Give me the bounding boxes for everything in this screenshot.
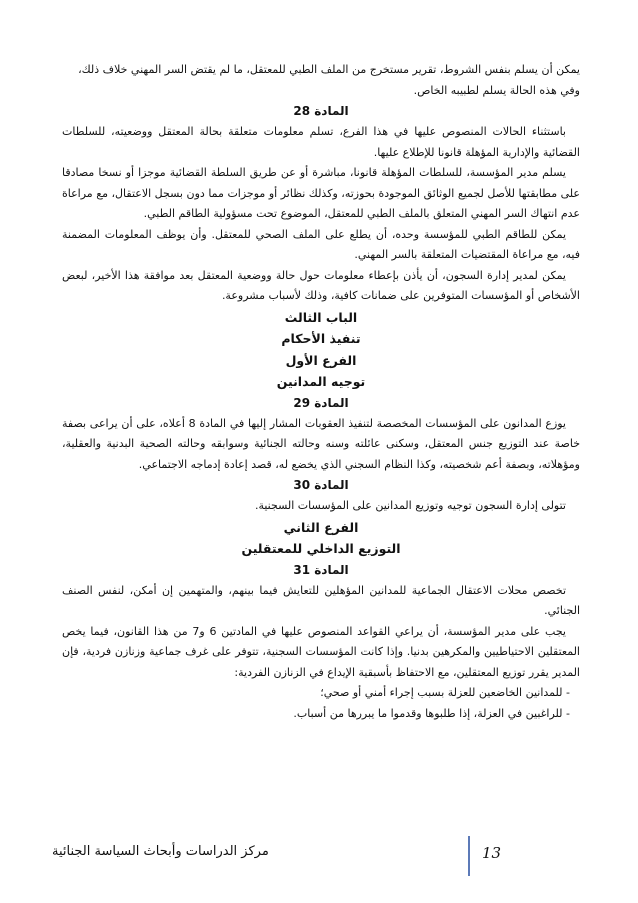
paragraph: يسلم مدير المؤسسة، للسلطات المؤهلة قانونا، مباشرة أو عن طريق السلطة القضائية موجزا أو نسخا مصادقا على مطابقتها للأصل لجميع الوثائق الموجودة بحوزته، وكذلك نظائر أو موجزات مما دون بسجل الاعتقال، مع مراعاة عدم انتهاك السر المهني المتعلق بالملف الطبي للمعتقل، الموضوع تحت مسؤولية الطاقم الطبي. [62, 166, 580, 220]
paragraph: يمكن أن يسلم بنفس الشروط، تقرير مستخرج من الملف الطبي للمعتقل، ما لم يقتض السر المهني خلاف ذلك، وفي هذه الحالة يسلم لطبيبه الخاص. [78, 63, 580, 97]
branch-heading: الفرع الأول [285, 352, 357, 368]
branch-2-heading: الفرع الثاني [283, 519, 359, 535]
paragraph: يمكن لمدير إدارة السجون، أن يأذن بإعطاء معلومات حول حالة ووضعية المعتقل بعد موافقة هذا الأخير، لبعض الأشخاص أو المؤسسات المتوفرين على ضمانات كافية، وذلك لأسباب مشروعة. [62, 268, 580, 302]
paragraph: تتولى إدارة السجون توجيه وتوزيع المدانين على المؤسسات السجنية. [254, 499, 566, 512]
article-30-title: المادة 30 [293, 478, 349, 492]
list-item: - للمدانين الخاضعين للعزلة بسبب إجراء أمني أو صحي؛ [320, 686, 570, 699]
part-heading: الباب الثالث [284, 309, 358, 325]
document-page [62, 60, 580, 724]
paragraph: تخصص محلات الاعتقال الجماعية للمدانين المؤهلين للتعايش فيما بينهم، والمتهمين إن أمكن، لنفس الصنف الجنائي. [62, 583, 580, 617]
page-number: 13 [482, 844, 502, 862]
article-31-title: المادة 31 [293, 562, 349, 577]
part-title: تنفيذ الأحكام [281, 331, 361, 346]
paragraph: يوزع المدانون على المؤسسات المخصصة لتنفيذ العقوبات المشار إليها في المادة 8 أعلاه، على أن يراعى بصفة خاصة عند التوزيع جنس المعتقل، وسكنى عائلته وسنه وحالته الجنائية وسوابقه وحالته الصحية البدنية والعقلية، ومؤهلاته، وبصفة أعم شخصيته، وكذا النظام السجني الذي يخضع له، قصد إعادة إدماجه الاجتماعي. [62, 416, 580, 471]
page-footer [52, 836, 597, 876]
footer-title: مركز الدراسات وأبحاث السياسة الجنائية [52, 844, 269, 859]
footer-divider [468, 836, 470, 876]
paragraph: يمكن للطاقم الطبي للمؤسسة وحده، أن يطلع على الملف الصحي للمعتقل. وأن يوظف المعلومات المضمنة فيه، مع مراعاة المقتضيات المتعلقة بالسر المهني. [62, 227, 580, 261]
branch-title: توجيه المدانين [276, 374, 366, 389]
list-item: - للراغبين في العزلة، إذا طلبوها وقدموا ما يبررها من أسباب. [293, 706, 570, 720]
paragraph: باستثناء الحالات المنصوص عليها في هذا الفرع، تسلم معلومات متعلقة بحالة المعتقل ووضعيته، للسلطات القضائية والإدارية المؤهلة قانونا للإطلاع عليها. [62, 125, 580, 159]
article-28-title: المادة 28 [293, 104, 349, 118]
article-29-title: المادة 29 [293, 395, 349, 410]
branch-2-title: التوزيع الداخلي للمعتقلين [241, 541, 401, 556]
paragraph: يجب على مدير المؤسسة، أن يراعي القواعد المنصوص عليها في المادتين 6 و7 من هذا القانون، فيما يخص المعتقلين الاحتياطيين والمكرهين بدنيا. وإذا كانت المؤسسات السجنية، تتوفر على غرف جماعية وزنازن فردية، فإن المدير يقرر توزيع المعتقلين، مع الاحتفاظ بأسبقية الإيداع في الزنازن الفردية: [62, 624, 580, 679]
